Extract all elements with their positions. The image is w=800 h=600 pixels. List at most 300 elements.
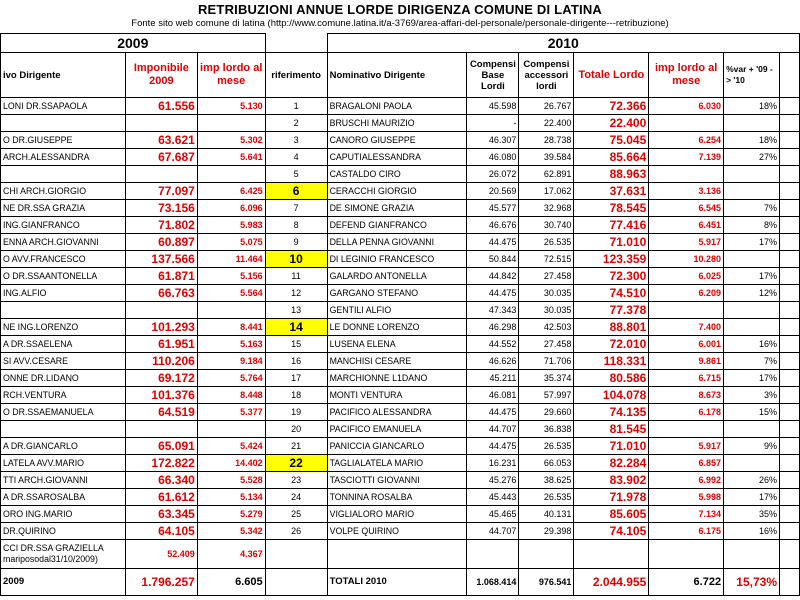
cell-compensi-accessori: 29.660 — [519, 404, 574, 421]
special-name-line1: CCI DR.SSA GRAZIELLA — [3, 543, 104, 553]
table-row — [1, 115, 800, 132]
totals-imp-mese-2010: 6.722 — [649, 569, 724, 596]
cell-totale-lordo: 77.416 — [574, 217, 649, 234]
table-row — [1, 523, 800, 540]
cell-compensi-accessori: 39.584 — [519, 149, 574, 166]
header-nominativo-2009: ivo Dirigente — [1, 53, 126, 98]
totals-totale-lordo: 2.044.955 — [574, 569, 649, 596]
cell-var-percent — [724, 183, 780, 200]
cell-compensi-base: 20.569 — [467, 183, 519, 200]
cell-name-2010: DI LEGINIO FRANCESCO — [327, 251, 467, 268]
cell-riferimento: 6 — [265, 183, 327, 200]
cell-compensi-base: 44.707 — [467, 523, 519, 540]
cell-imp-mese-2010: 6.451 — [649, 217, 724, 234]
table-row — [1, 149, 800, 166]
cell-riferimento: 15 — [265, 336, 327, 353]
cell-name-2010: DE SIMONE GRAZIA — [327, 200, 467, 217]
cell-name-2010: DEFEND GIANFRANCO — [327, 217, 467, 234]
special-name-2010 — [327, 540, 467, 569]
table-row — [1, 217, 800, 234]
special-row — [1, 540, 800, 569]
cell-imp-mese-2009: 5.163 — [197, 336, 265, 353]
cell-imp-mese-2009: 6.096 — [197, 200, 265, 217]
cell-compensi-accessori: 26.535 — [519, 489, 574, 506]
cell-name-2010: MANCHISI CESARE — [327, 353, 467, 370]
totals-label-2010: TOTALI 2010 — [327, 569, 467, 596]
special-tot — [574, 540, 649, 569]
cell-name-2010: CERACCHI GIORGIO — [327, 183, 467, 200]
table-row — [1, 234, 800, 251]
cell-imp-mese-2009: 5.764 — [197, 370, 265, 387]
table-row — [1, 370, 800, 387]
cell-imponibile-2009: 60.897 — [125, 234, 197, 251]
cell-compensi-accessori: 40.131 — [519, 506, 574, 523]
cell-compensi-base: 46.626 — [467, 353, 519, 370]
cell-name-2010: LUSENA ELENA — [327, 336, 467, 353]
cell-extra — [780, 98, 800, 115]
cell-extra — [780, 472, 800, 489]
cell-compensi-base: 45.598 — [467, 98, 519, 115]
cell-imp-mese-2009 — [197, 302, 265, 319]
totals-ref — [265, 569, 327, 596]
cell-name-2010: TONNINA ROSALBA — [327, 489, 467, 506]
salary-table — [0, 33, 800, 596]
cell-var-percent: 16% — [724, 336, 780, 353]
cell-var-percent — [724, 302, 780, 319]
cell-riferimento: 13 — [265, 302, 327, 319]
cell-extra — [780, 353, 800, 370]
cell-imp-mese-2009: 5.377 — [197, 404, 265, 421]
cell-name-2009: SI AVV.CESARE — [1, 353, 126, 370]
cell-var-percent: 7% — [724, 353, 780, 370]
cell-riferimento: 11 — [265, 268, 327, 285]
header-extra — [780, 53, 800, 98]
table-row — [1, 319, 800, 336]
cell-imponibile-2009: 64.105 — [125, 523, 197, 540]
cell-riferimento: 19 — [265, 404, 327, 421]
cell-compensi-base: 47.343 — [467, 302, 519, 319]
cell-name-2010: BRAGALONI PAOLA — [327, 98, 467, 115]
totals-label-2009: 2009 — [1, 569, 126, 596]
cell-totale-lordo: 83.902 — [574, 472, 649, 489]
cell-compensi-accessori: 72.515 — [519, 251, 574, 268]
cell-totale-lordo: 80.586 — [574, 370, 649, 387]
cell-imp-mese-2010: 5.917 — [649, 438, 724, 455]
cell-name-2010: DELLA PENNA GIOVANNI — [327, 234, 467, 251]
cell-extra — [780, 455, 800, 472]
cell-totale-lordo: 74.135 — [574, 404, 649, 421]
cell-totale-lordo: 74.510 — [574, 285, 649, 302]
cell-extra — [780, 268, 800, 285]
special-ref — [265, 540, 327, 569]
cell-compensi-base: - — [467, 115, 519, 132]
cell-name-2010: TASCIOTTI GIOVANNI — [327, 472, 467, 489]
cell-name-2010: PANICCIA GIANCARLO — [327, 438, 467, 455]
cell-riferimento: 16 — [265, 353, 327, 370]
cell-var-percent: 17% — [724, 268, 780, 285]
cell-compensi-accessori: 27.458 — [519, 268, 574, 285]
header-var: %var + '09 -> '10 — [724, 53, 780, 98]
cell-imp-mese-2009: 8.441 — [197, 319, 265, 336]
cell-compensi-accessori: 17.062 — [519, 183, 574, 200]
cell-var-percent: 17% — [724, 234, 780, 251]
cell-extra — [780, 421, 800, 438]
page-title: RETRIBUZIONI ANNUE LORDE DIRIGENZA COMUNE DI LATINA — [197, 2, 603, 17]
cell-imp-mese-2009 — [197, 115, 265, 132]
cell-riferimento: 8 — [265, 217, 327, 234]
header-totale-lordo: Totale Lordo — [574, 53, 649, 98]
header-row — [1, 53, 800, 98]
cell-imp-mese-2010: 6.175 — [649, 523, 724, 540]
cell-var-percent — [724, 421, 780, 438]
cell-name-2010: GALARDO ANTONELLA — [327, 268, 467, 285]
totals-var: 15,73% — [724, 569, 780, 596]
cell-imponibile-2009 — [125, 421, 197, 438]
table-row — [1, 285, 800, 302]
table-row — [1, 166, 800, 183]
cell-name-2010: TAGLIALATELA MARIO — [327, 455, 467, 472]
cell-name-2009: LONI DR.SSAPAOLA — [1, 98, 126, 115]
cell-compensi-accessori: 30.035 — [519, 285, 574, 302]
cell-var-percent: 16% — [724, 523, 780, 540]
totals-row — [1, 569, 800, 596]
cell-imp-mese-2010: 6.030 — [649, 98, 724, 115]
cell-imponibile-2009: 172.822 — [125, 455, 197, 472]
cell-riferimento: 1 — [265, 98, 327, 115]
table-row — [1, 438, 800, 455]
cell-totale-lordo: 75.045 — [574, 132, 649, 149]
cell-totale-lordo: 72.366 — [574, 98, 649, 115]
year-row — [1, 34, 800, 53]
cell-compensi-base: 45.465 — [467, 506, 519, 523]
header-imp-lordo-2009: imp lordo al mese — [197, 53, 265, 98]
cell-imp-mese-2010: 6.209 — [649, 285, 724, 302]
cell-name-2009: DR.QUIRINO — [1, 523, 126, 540]
year-2010-label: 2010 — [327, 34, 799, 53]
cell-imp-mese-2010: 6.545 — [649, 200, 724, 217]
cell-imponibile-2009: 61.612 — [125, 489, 197, 506]
table-row — [1, 302, 800, 319]
table-row — [1, 336, 800, 353]
cell-name-2009: ING.ALFIO — [1, 285, 126, 302]
cell-name-2009: ONNE DR.LIDANO — [1, 370, 126, 387]
cell-name-2009: ING.GIANFRANCO — [1, 217, 126, 234]
cell-compensi-accessori: 26.535 — [519, 438, 574, 455]
cell-extra — [780, 489, 800, 506]
table-row — [1, 421, 800, 438]
cell-compensi-accessori: 36.838 — [519, 421, 574, 438]
cell-totale-lordo: 71.010 — [574, 438, 649, 455]
cell-compensi-accessori: 42.503 — [519, 319, 574, 336]
cell-name-2010: PACIFICO ALESSANDRA — [327, 404, 467, 421]
cell-imp-mese-2009: 5.528 — [197, 472, 265, 489]
cell-imp-mese-2009: 11.464 — [197, 251, 265, 268]
special-var — [724, 540, 780, 569]
cell-compensi-accessori: 30.035 — [519, 302, 574, 319]
table-row — [1, 472, 800, 489]
cell-imp-mese-2010 — [649, 115, 724, 132]
table-row — [1, 404, 800, 421]
header-imponibile-2009: Imponibile 2009 — [125, 53, 197, 98]
source-note: Fonte sito web comune di latina (http://www.comune.latina.it/a-3769/area-affari-del-personale/personale-dirigente---retribuzione) — [131, 18, 669, 29]
header-nominativo-2010: Nominativo Dirigente — [327, 53, 467, 98]
cell-compensi-base: 26.072 — [467, 166, 519, 183]
cell-name-2009: A DR.GIANCARLO — [1, 438, 126, 455]
cell-imponibile-2009 — [125, 166, 197, 183]
cell-var-percent: 8% — [724, 217, 780, 234]
cell-extra — [780, 302, 800, 319]
cell-compensi-base: 45.276 — [467, 472, 519, 489]
cell-riferimento: 22 — [265, 455, 327, 472]
cell-riferimento: 10 — [265, 251, 327, 268]
cell-compensi-base: 45.443 — [467, 489, 519, 506]
totals-acc: 976.541 — [519, 569, 574, 596]
cell-riferimento: 4 — [265, 149, 327, 166]
cell-imp-mese-2009: 5.342 — [197, 523, 265, 540]
cell-compensi-base: 44.707 — [467, 421, 519, 438]
cell-name-2010: GENTILI ALFIO — [327, 302, 467, 319]
cell-imp-mese-2009: 14.402 — [197, 455, 265, 472]
cell-compensi-accessori: 26.535 — [519, 234, 574, 251]
cell-imp-mese-2010: 3.136 — [649, 183, 724, 200]
cell-name-2010: MARCHIONNE L1DANO — [327, 370, 467, 387]
cell-name-2009: A DR.SSAROSALBA — [1, 489, 126, 506]
cell-name-2009: ARCH.ALESSANDRA — [1, 149, 126, 166]
cell-name-2009: LATELA AVV.MARIO — [1, 455, 126, 472]
table-row — [1, 353, 800, 370]
cell-totale-lordo: 72.300 — [574, 268, 649, 285]
cell-name-2009: TTI ARCH.GIOVANNI — [1, 472, 126, 489]
cell-var-percent: 15% — [724, 404, 780, 421]
cell-var-percent: 18% — [724, 132, 780, 149]
cell-totale-lordo: 123.359 — [574, 251, 649, 268]
cell-name-2009: O DR.GIUSEPPE — [1, 132, 126, 149]
cell-riferimento: 25 — [265, 506, 327, 523]
cell-imp-mese-2010: 6.025 — [649, 268, 724, 285]
cell-compensi-accessori: 62.891 — [519, 166, 574, 183]
cell-var-percent: 3% — [724, 387, 780, 404]
cell-riferimento: 23 — [265, 472, 327, 489]
cell-totale-lordo: 37.631 — [574, 183, 649, 200]
cell-riferimento: 18 — [265, 387, 327, 404]
cell-riferimento: 21 — [265, 438, 327, 455]
cell-compensi-base: 44.842 — [467, 268, 519, 285]
cell-imp-mese-2010 — [649, 302, 724, 319]
totals-imponibile-2009: 1.796.257 — [125, 569, 197, 596]
special-base — [467, 540, 519, 569]
special-mese-2010 — [649, 540, 724, 569]
cell-compensi-base: 16.231 — [467, 455, 519, 472]
cell-imponibile-2009 — [125, 302, 197, 319]
cell-extra — [780, 217, 800, 234]
cell-var-percent: 17% — [724, 489, 780, 506]
cell-var-percent: 26% — [724, 472, 780, 489]
cell-extra — [780, 506, 800, 523]
cell-extra — [780, 234, 800, 251]
table-row — [1, 183, 800, 200]
cell-compensi-base: 44.475 — [467, 234, 519, 251]
table-row — [1, 200, 800, 217]
cell-imp-mese-2010: 7.400 — [649, 319, 724, 336]
cell-riferimento: 17 — [265, 370, 327, 387]
cell-extra — [780, 115, 800, 132]
cell-imp-mese-2009: 5.424 — [197, 438, 265, 455]
special-imponibile: 52.409 — [125, 540, 197, 569]
cell-compensi-base: 44.475 — [467, 404, 519, 421]
cell-extra — [780, 404, 800, 421]
cell-var-percent — [724, 115, 780, 132]
cell-totale-lordo: 71.978 — [574, 489, 649, 506]
year-2009-label: 2009 — [1, 34, 266, 53]
cell-compensi-base: 46.676 — [467, 217, 519, 234]
cell-imp-mese-2010: 7.139 — [649, 149, 724, 166]
cell-totale-lordo: 81.545 — [574, 421, 649, 438]
table-row — [1, 268, 800, 285]
cell-name-2009 — [1, 302, 126, 319]
cell-name-2010: BRUSCHI MAURIZIO — [327, 115, 467, 132]
cell-compensi-base: 50.844 — [467, 251, 519, 268]
salary-sheet — [0, 33, 800, 596]
cell-imponibile-2009: 137.566 — [125, 251, 197, 268]
cell-compensi-accessori: 38.625 — [519, 472, 574, 489]
cell-imp-mese-2010: 7.134 — [649, 506, 724, 523]
cell-name-2009 — [1, 421, 126, 438]
cell-totale-lordo: 78.545 — [574, 200, 649, 217]
cell-compensi-accessori: 57.997 — [519, 387, 574, 404]
cell-imp-mese-2009: 5.279 — [197, 506, 265, 523]
cell-riferimento: 12 — [265, 285, 327, 302]
cell-totale-lordo: 77.378 — [574, 302, 649, 319]
header-riferimento: riferimento — [265, 53, 327, 98]
cell-imp-mese-2009: 5.983 — [197, 217, 265, 234]
cell-imp-mese-2010: 6.178 — [649, 404, 724, 421]
cell-compensi-base: 44.475 — [467, 285, 519, 302]
cell-var-percent: 12% — [724, 285, 780, 302]
cell-var-percent: 27% — [724, 149, 780, 166]
cell-compensi-base: 45.577 — [467, 200, 519, 217]
cell-name-2010: CASTALDO CIRO — [327, 166, 467, 183]
cell-totale-lordo: 85.605 — [574, 506, 649, 523]
cell-name-2010: GARGANO STEFANO — [327, 285, 467, 302]
cell-totale-lordo: 85.664 — [574, 149, 649, 166]
cell-extra — [780, 319, 800, 336]
cell-compensi-base: 45.211 — [467, 370, 519, 387]
cell-imponibile-2009: 66.340 — [125, 472, 197, 489]
cell-imp-mese-2009: 5.130 — [197, 98, 265, 115]
cell-name-2010: VIGLIALORO MARIO — [327, 506, 467, 523]
cell-imp-mese-2010: 8.673 — [649, 387, 724, 404]
cell-name-2010: PACIFICO EMANUELA — [327, 421, 467, 438]
cell-compensi-base: 46.080 — [467, 149, 519, 166]
cell-name-2009: O AVV.FRANCESCO — [1, 251, 126, 268]
special-name-line2: mariposodal31/10/2009) — [3, 554, 98, 564]
cell-imp-mese-2009: 5.075 — [197, 234, 265, 251]
cell-imp-mese-2009: 5.641 — [197, 149, 265, 166]
cell-var-percent — [724, 455, 780, 472]
cell-compensi-base: 44.475 — [467, 438, 519, 455]
cell-imp-mese-2010 — [649, 421, 724, 438]
cell-var-percent: 35% — [724, 506, 780, 523]
cell-imp-mese-2010: 6.992 — [649, 472, 724, 489]
year-spacer — [265, 34, 327, 53]
cell-compensi-accessori: 71.706 — [519, 353, 574, 370]
cell-riferimento: 9 — [265, 234, 327, 251]
cell-imponibile-2009: 65.091 — [125, 438, 197, 455]
cell-name-2009 — [1, 115, 126, 132]
cell-compensi-accessori: 28.738 — [519, 132, 574, 149]
cell-compensi-base: 44.552 — [467, 336, 519, 353]
cell-totale-lordo: 88.963 — [574, 166, 649, 183]
cell-imp-mese-2009: 5.156 — [197, 268, 265, 285]
cell-var-percent — [724, 166, 780, 183]
cell-imp-mese-2010 — [649, 166, 724, 183]
cell-imponibile-2009: 61.871 — [125, 268, 197, 285]
cell-compensi-accessori: 30.740 — [519, 217, 574, 234]
cell-totale-lordo: 82.284 — [574, 455, 649, 472]
cell-compensi-accessori: 66.053 — [519, 455, 574, 472]
cell-imp-mese-2009: 5.134 — [197, 489, 265, 506]
cell-compensi-accessori: 29.398 — [519, 523, 574, 540]
cell-compensi-base: 46.307 — [467, 132, 519, 149]
cell-name-2010: LE DONNE LORENZO — [327, 319, 467, 336]
cell-var-percent: 18% — [724, 98, 780, 115]
cell-imponibile-2009: 69.172 — [125, 370, 197, 387]
cell-extra — [780, 523, 800, 540]
cell-riferimento: 24 — [265, 489, 327, 506]
cell-imponibile-2009: 73.156 — [125, 200, 197, 217]
cell-var-percent — [724, 319, 780, 336]
cell-compensi-accessori: 27.458 — [519, 336, 574, 353]
cell-totale-lordo: 71.010 — [574, 234, 649, 251]
cell-totale-lordo: 104.078 — [574, 387, 649, 404]
cell-name-2009: NE ING.LORENZO — [1, 319, 126, 336]
cell-extra — [780, 438, 800, 455]
cell-extra — [780, 132, 800, 149]
cell-name-2010: VOLPE QUIRINO — [327, 523, 467, 540]
cell-imp-mese-2009: 9.184 — [197, 353, 265, 370]
cell-var-percent: 7% — [724, 200, 780, 217]
cell-name-2009: CHI ARCH.GIORGIO — [1, 183, 126, 200]
cell-imp-mese-2009 — [197, 421, 265, 438]
cell-imp-mese-2010: 5.998 — [649, 489, 724, 506]
totals-extra — [780, 569, 800, 596]
cell-compensi-accessori: 32.968 — [519, 200, 574, 217]
cell-var-percent — [724, 251, 780, 268]
special-extra — [780, 540, 800, 569]
cell-riferimento: 26 — [265, 523, 327, 540]
cell-imponibile-2009: 61.951 — [125, 336, 197, 353]
cell-riferimento: 7 — [265, 200, 327, 217]
cell-name-2009 — [1, 166, 126, 183]
table-row — [1, 387, 800, 404]
cell-extra — [780, 149, 800, 166]
cell-imp-mese-2010: 10.280 — [649, 251, 724, 268]
cell-compensi-accessori: 26.767 — [519, 98, 574, 115]
cell-extra — [780, 166, 800, 183]
cell-compensi-base: 46.081 — [467, 387, 519, 404]
cell-imp-mese-2009: 5.302 — [197, 132, 265, 149]
special-imp-mese: 4.367 — [197, 540, 265, 569]
cell-name-2009: O DR.SSAEMANUELA — [1, 404, 126, 421]
cell-extra — [780, 370, 800, 387]
cell-imponibile-2009: 101.293 — [125, 319, 197, 336]
cell-imponibile-2009: 64.519 — [125, 404, 197, 421]
cell-imponibile-2009: 67.687 — [125, 149, 197, 166]
table-row — [1, 251, 800, 268]
cell-imponibile-2009: 110.206 — [125, 353, 197, 370]
cell-extra — [780, 336, 800, 353]
cell-name-2010: CANORO GIUSEPPE — [327, 132, 467, 149]
